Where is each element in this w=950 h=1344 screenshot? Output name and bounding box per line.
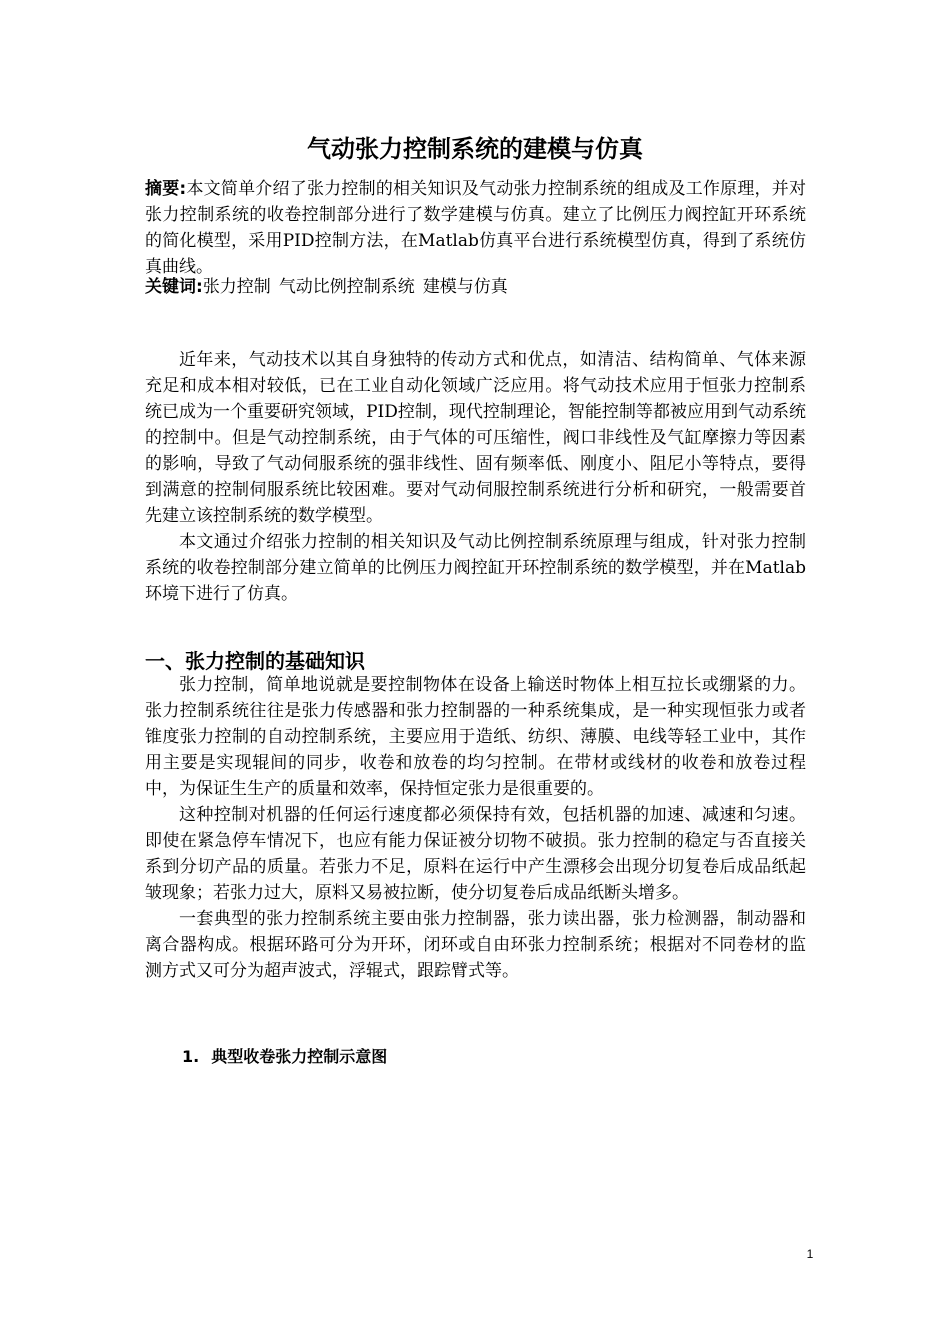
keyword: 建模与仿真	[422, 277, 508, 297]
introduction	[145, 347, 806, 607]
keyword: 张力控制	[202, 277, 271, 297]
document-title: 气动张力控制系统的建模与仿真	[307, 135, 643, 163]
keywords-label: 关键词:	[145, 277, 203, 297]
subsection-number: 1.	[182, 1047, 200, 1066]
keyword: 气动比例控制系统	[278, 277, 415, 297]
section-paragraph: 一套典型的张力控制系统主要由张力控制器，张力读出器，张力检测器，制动器和离合器构成。根据环路可分为开环，闭环或自由环张力控制系统；根据对不同卷材的监测方式又可分为超声波式，浮辊式，跟踪臂式等。	[145, 909, 806, 981]
keywords	[145, 274, 806, 300]
section-body	[145, 672, 806, 984]
abstract-label: 摘要:	[145, 179, 187, 199]
intro-paragraph: 近年来，气动技术以其自身独特的传动方式和优点，如清洁、结构简单、气体来源充足和成本相对较低，已在工业自动化领域广泛应用。将气动技术应用于恒张力控制系统已成为一个重要研究领域，PID控制，现代控制理论，智能控制等都被应用到气动系统的控制中。但是气动控制系统，由于气体的可压缩性，阀口非线性及气缸摩擦力等因素的影响，导致了气动伺服系统的强非线性、固有频率低、刚度小、阻尼小等特点，要得到满意的控制伺服系统比较困难。要对气动伺服控制系统进行分析和研究，一般需要首先建立该控制系统的数学模型。	[145, 350, 806, 526]
intro-paragraph: 本文通过介绍张力控制的相关知识及气动比例控制系统原理与组成，针对张力控制系统的收卷控制部分建立简单的比例压力阀控缸开环控制系统的数学模型，并在Matlab环境下进行了仿真。	[145, 532, 806, 604]
section-heading: 一、张力控制的基础知识	[145, 649, 365, 673]
subsection-title: 典型收卷张力控制示意图	[211, 1047, 388, 1066]
abstract	[145, 176, 806, 280]
section-paragraph: 张力控制，简单地说就是要控制物体在设备上输送时物体上相互拉长或绷紧的力。张力控制系统往往是张力传感器和张力控制器的一种系统集成，是一种实现恒张力或者锥度张力控制的自动控制系统，主要应用于造纸、纺织、薄膜、电线等轻工业中，其作用主要是实现辊间的同步，收卷和放卷的均匀控制。在带材或线材的收卷和放卷过程中，为保证生生产的质量和效率，保持恒定张力是很重要的。	[145, 675, 806, 799]
abstract-text: 本文简单介绍了张力控制的相关知识及气动张力控制系统的组成及工作原理，并对张力控制系统的收卷控制部分进行了数学建模与仿真。建立了比例压力阀控缸开环系统的简化模型，采用PID控制方法，在Matlab仿真平台进行系统模型仿真，得到了系统仿真曲线。	[145, 179, 806, 277]
page-number: 1	[806, 1247, 814, 1261]
section-paragraph: 这种控制对机器的任何运行速度都必须保持有效，包括机器的加速、减速和匀速。即使在紧急停车情况下，也应有能力保证被分切物不破损。张力控制的稳定与否直接关系到分切产品的质量。若张力不足，原料在运行中产生漂移会出现分切复卷后成品纸起皱现象；若张力过大，原料又易被拉断，使分切复卷后成品纸断头增多。	[145, 805, 806, 903]
subsection-heading	[182, 1045, 387, 1069]
